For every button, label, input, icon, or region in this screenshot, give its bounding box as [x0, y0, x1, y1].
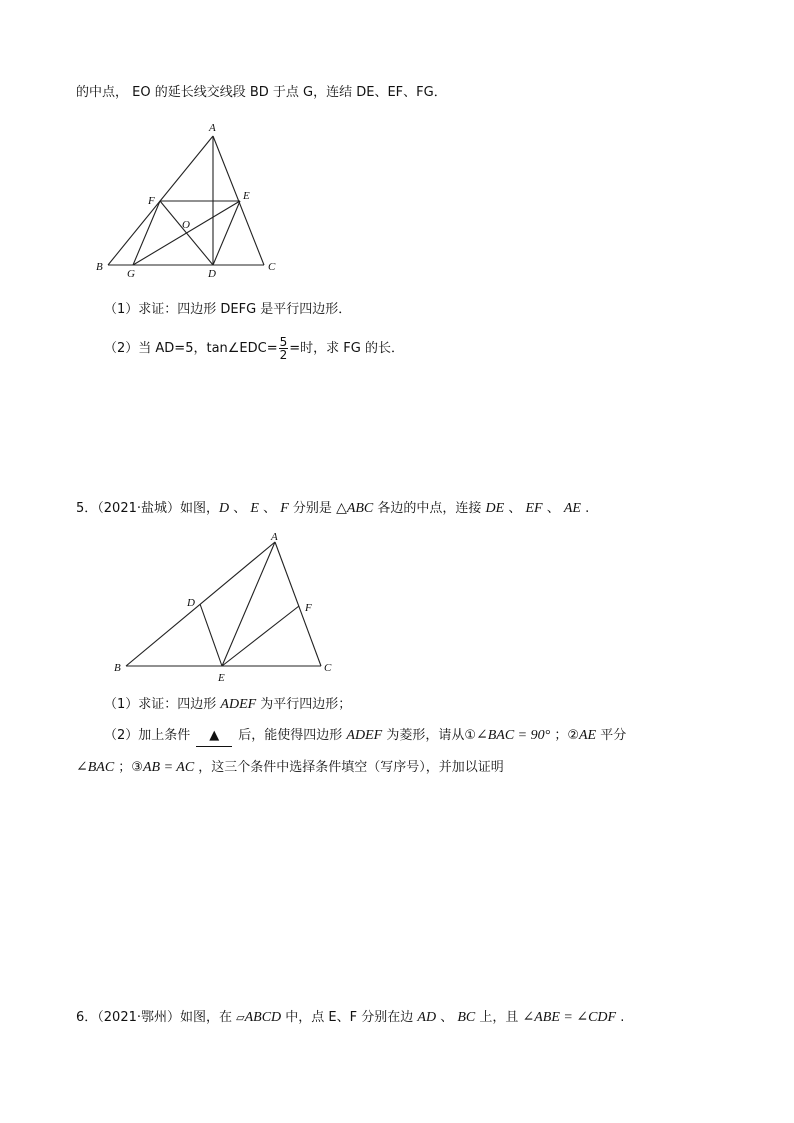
label-E: E [218, 672, 225, 684]
label-C: C [268, 261, 276, 273]
figure-1-diagram [90, 118, 290, 278]
label-B: B [96, 261, 103, 273]
seg-EA [222, 542, 275, 666]
q4-part-2: （2）当 AD=5，tan∠EDC= $\frac{5}{2}$ =时，求 FG 的长． [104, 335, 404, 362]
label-A: A [271, 531, 278, 543]
q6-stem: 6．（2021·鄂州）如图，在 ▱ABCD 中，点 E、F 分别在边 AD 、 BC 上，且 ∠ABE = ∠CDF . [76, 1010, 625, 1025]
seg-EG [133, 201, 240, 265]
q5-part-2: （2）加上条件 ▲ 后，能使得四边形 ADEF 为菱形，请从①∠BAC = 90° ；②AE 平分 [104, 726, 626, 747]
q5-stem: 5．（2021·盐城）如图，D 、 E 、 F 分别是 △ABC 各边的中点，连接 DE 、 EF 、 AE . [76, 501, 590, 516]
seg-FG [133, 201, 160, 265]
answer-blank[interactable]: ▲ [196, 726, 232, 747]
label-O: O [182, 219, 190, 231]
label-B: B [114, 662, 121, 674]
label-G: G [127, 268, 135, 278]
label-F: F [148, 195, 155, 207]
label-D: D [187, 597, 195, 609]
label-E: E [243, 190, 250, 202]
q5-part-1: （1）求证：四边形 ADEF 为平行四边形； [104, 697, 352, 712]
label-A: A [209, 122, 216, 134]
seg-DE [200, 604, 222, 666]
parallelogram-icon: ▱ [236, 1011, 245, 1024]
label-F: F [305, 602, 312, 614]
seg-EF [222, 606, 299, 666]
intro-line: 的中点， EO 的延长线交线段 BD 于点 G，连结 DE、EF、FG． [76, 85, 447, 100]
fraction-5-2: $\frac{5}{2}$ [279, 335, 288, 362]
figure-2-diagram [110, 530, 350, 685]
q4-part-1: （1）求证：四边形 DEFG 是平行四边形． [104, 302, 352, 317]
q5-part-2-cont: ∠BAC ；③AB = AC ，这三个条件中选择条件填空（写序号），并加以证明 [76, 760, 504, 775]
seg-AC [275, 542, 321, 666]
label-C: C [324, 662, 332, 674]
seg-ED [213, 201, 240, 265]
label-D: D [208, 268, 216, 278]
